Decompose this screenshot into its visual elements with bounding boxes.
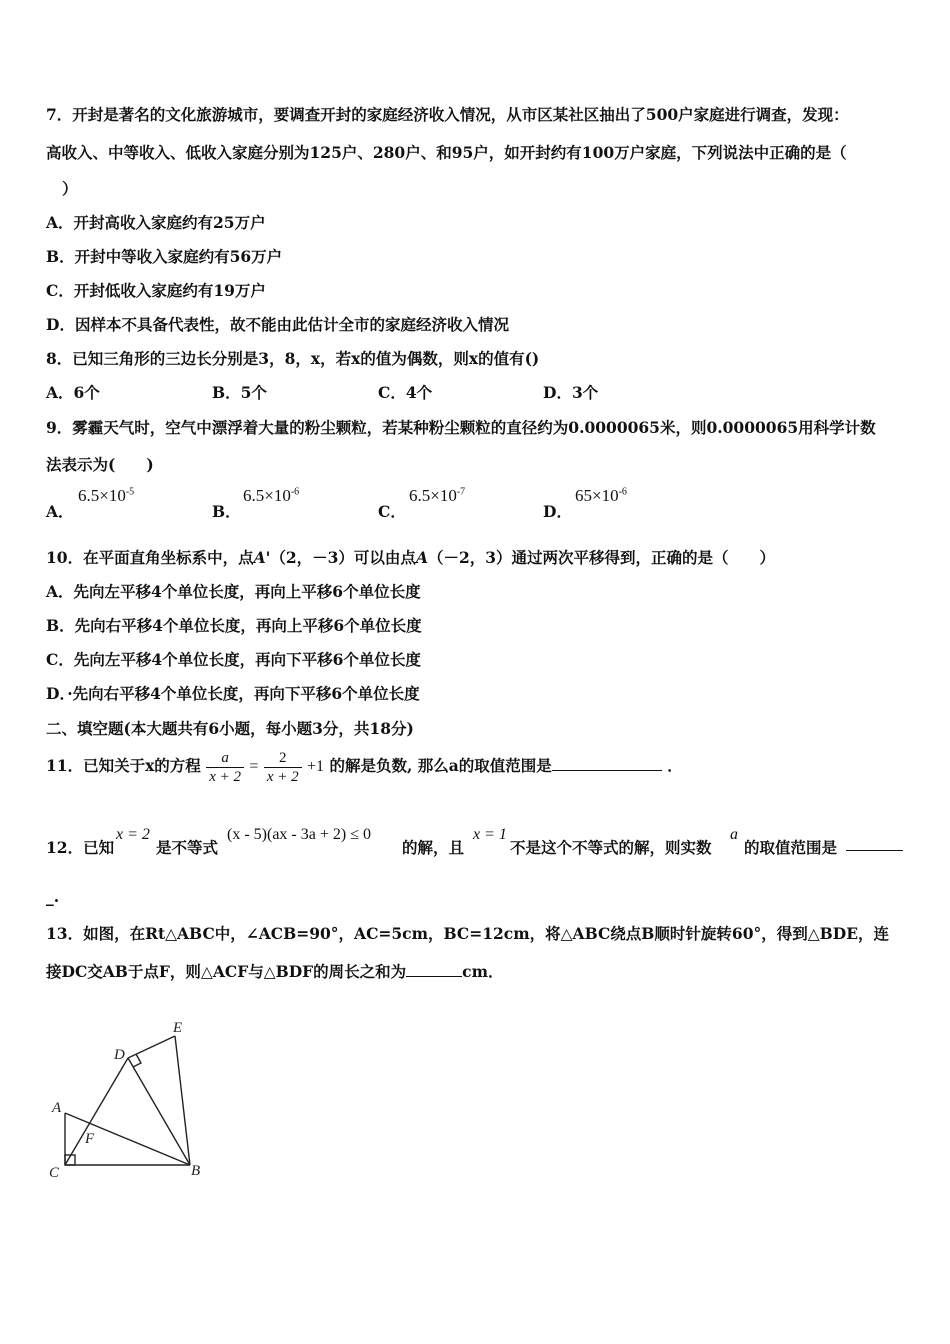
- q9-line1: 9．雾霾天气时，空气中漂浮着大量的粉尘颗粒，若某种粉尘颗粒的直径约为0.0000065米，则0.0000065用科学计数: [46, 418, 876, 437]
- q11-frac2-den: x + 2: [264, 767, 302, 786]
- q9-option-d-letter: D．: [543, 502, 572, 521]
- q11-frac2-num: 2: [278, 749, 287, 766]
- q11-answer-blank: [552, 756, 662, 771]
- q10-stem-mid: （2，－3）可以由点: [270, 548, 416, 567]
- q11-pre: 11．已知关于x的方程: [46, 756, 201, 775]
- q11: [46, 746, 683, 787]
- q12-answer-blank: [846, 836, 903, 855]
- q12-x-equals-1: x = 1: [473, 826, 507, 843]
- q8-option-c: C．4个: [378, 383, 433, 402]
- segment-ab: [65, 1113, 190, 1165]
- q12-x-equals-2: x = 2: [116, 826, 150, 843]
- q8-option-a: A．6个: [46, 383, 100, 402]
- q7-line3: ）: [62, 179, 78, 198]
- q10-stem-post: （－2，3）通过两次平移得到，正确的是（ ）: [427, 548, 776, 567]
- q10-stem: [46, 546, 775, 568]
- q7-option-b: B．开封中等收入家庭约有56万户: [46, 247, 283, 266]
- q8-stem: 8．已知三角形的三边长分别是3，8，x，若x的值为偶数，则x的值有(): [46, 349, 540, 368]
- q9-line2: 法表示为( ): [46, 455, 154, 474]
- q7-line2: 高收入、中等收入、低收入家庭分别为125户、280户、和95户，如开封约有100万户家庭，下列说法中正确的是（: [46, 143, 847, 162]
- q11-fraction-1: [206, 749, 244, 786]
- right-angle-mark-d: [133, 1054, 141, 1067]
- label-c: C: [49, 1165, 60, 1181]
- q9-option-a-base: 6.5×10: [78, 486, 126, 505]
- q13-line2-post: cm．: [462, 962, 504, 981]
- q12-inequality: (x - 5)(ax - 3a + 2) ≤ 0: [227, 826, 371, 843]
- q9-option-b-base: 6.5×10: [243, 486, 291, 505]
- q7-option-d: D．因样本不具备代表性，故不能由此估计全市的家庭经济收入情况: [46, 315, 509, 334]
- q10-option-a: A．先向左平移4个单位长度，再向上平移6个单位长度: [46, 582, 421, 601]
- q8-option-b: B．5个: [212, 383, 267, 402]
- q9-option-b-exp: -6: [290, 486, 300, 498]
- q10-option-c: C．先向左平移4个单位长度，再向下平移6个单位长度: [46, 650, 421, 669]
- label-a: A: [52, 1100, 62, 1116]
- q9-option-a-expr: [78, 486, 134, 506]
- q9-option-c-expr: [409, 486, 465, 506]
- q11-post: 的解是负数, 那么a的取值范围是: [329, 756, 552, 775]
- q9-option-b-expr: [243, 486, 299, 506]
- label-e: E: [173, 1020, 183, 1036]
- q11-equals: =: [249, 758, 259, 775]
- label-d: D: [114, 1047, 125, 1063]
- q12-mid1: 是不等式: [156, 838, 219, 857]
- segment-db: [128, 1058, 190, 1165]
- label-b: B: [191, 1163, 201, 1179]
- segment-de: [128, 1036, 175, 1058]
- q7-line1: 7．开封是著名的文化旅游城市，要调查开封的家庭经济收入情况，从市区某社区抽出了500户家庭进行调查，发现：: [46, 105, 849, 124]
- q9-option-a-exp: -5: [125, 486, 135, 498]
- q13-answer-blank: [406, 962, 462, 977]
- q9-option-d-base: 65×10: [575, 486, 619, 505]
- q12-prefix: 12．已知: [46, 838, 115, 857]
- segment-eb: [175, 1036, 190, 1165]
- q12-a: a: [730, 826, 738, 843]
- q9-option-c-letter: C．: [378, 502, 406, 521]
- q9-option-a-letter: A．: [46, 502, 74, 521]
- segment-cd: [65, 1058, 128, 1165]
- q12-continuation: _.: [46, 887, 60, 906]
- q12-mid2: 的解，且: [402, 838, 465, 857]
- q13-line1: 13．如图，在Rt△ABC中，∠ACB=90°，AC=5cm，BC=12cm，将△ABC绕点B顺时针旋转60°，得到△BDE，连: [46, 924, 890, 943]
- q9-option-b-letter: B．: [212, 502, 241, 521]
- q9-option-d-expr: [575, 486, 627, 506]
- q9-option-c-exp: -7: [456, 486, 466, 498]
- geometry-figure: [30, 1005, 260, 1205]
- q11-end: ．: [667, 756, 683, 775]
- q11-plus-one: +1: [307, 758, 325, 775]
- q7-option-a: A．开封高收入家庭约有25万户: [46, 213, 266, 232]
- q10-option-d: D．·先向右平移4个单位长度，再向下平移6个单位长度: [46, 684, 420, 703]
- q11-frac1-den: x + 2: [206, 767, 244, 786]
- q9-option-d-exp: -6: [618, 486, 627, 498]
- q13-line2: [46, 960, 504, 982]
- q13-line2-pre: 接DC交AB于点F，则△ACF与△BDF的周长之和为: [46, 962, 407, 981]
- q11-frac1-num: a: [221, 749, 229, 766]
- section-2-heading: 二、填空题(本大题共有6小题，每小题3分，共18分): [46, 719, 414, 738]
- q9-option-c-base: 6.5×10: [409, 486, 457, 505]
- q8-option-d: D．3个: [543, 383, 599, 402]
- q10-option-b: B．先向右平移4个单位长度，再向上平移6个单位长度: [46, 616, 422, 635]
- q12-mid3: 不是这个不等式的解，则实数: [510, 838, 712, 857]
- q10-point-a: A: [415, 548, 428, 567]
- q12-post: 的取值范围是: [744, 838, 838, 857]
- q10-stem-pre: 10．在平面直角坐标系中，点: [46, 548, 254, 567]
- q10-point-a-prime: A': [253, 548, 271, 567]
- q7-option-c: C．开封低收入家庭约有19万户: [46, 281, 266, 300]
- label-f: F: [85, 1131, 95, 1147]
- q11-fraction-2: [264, 749, 302, 786]
